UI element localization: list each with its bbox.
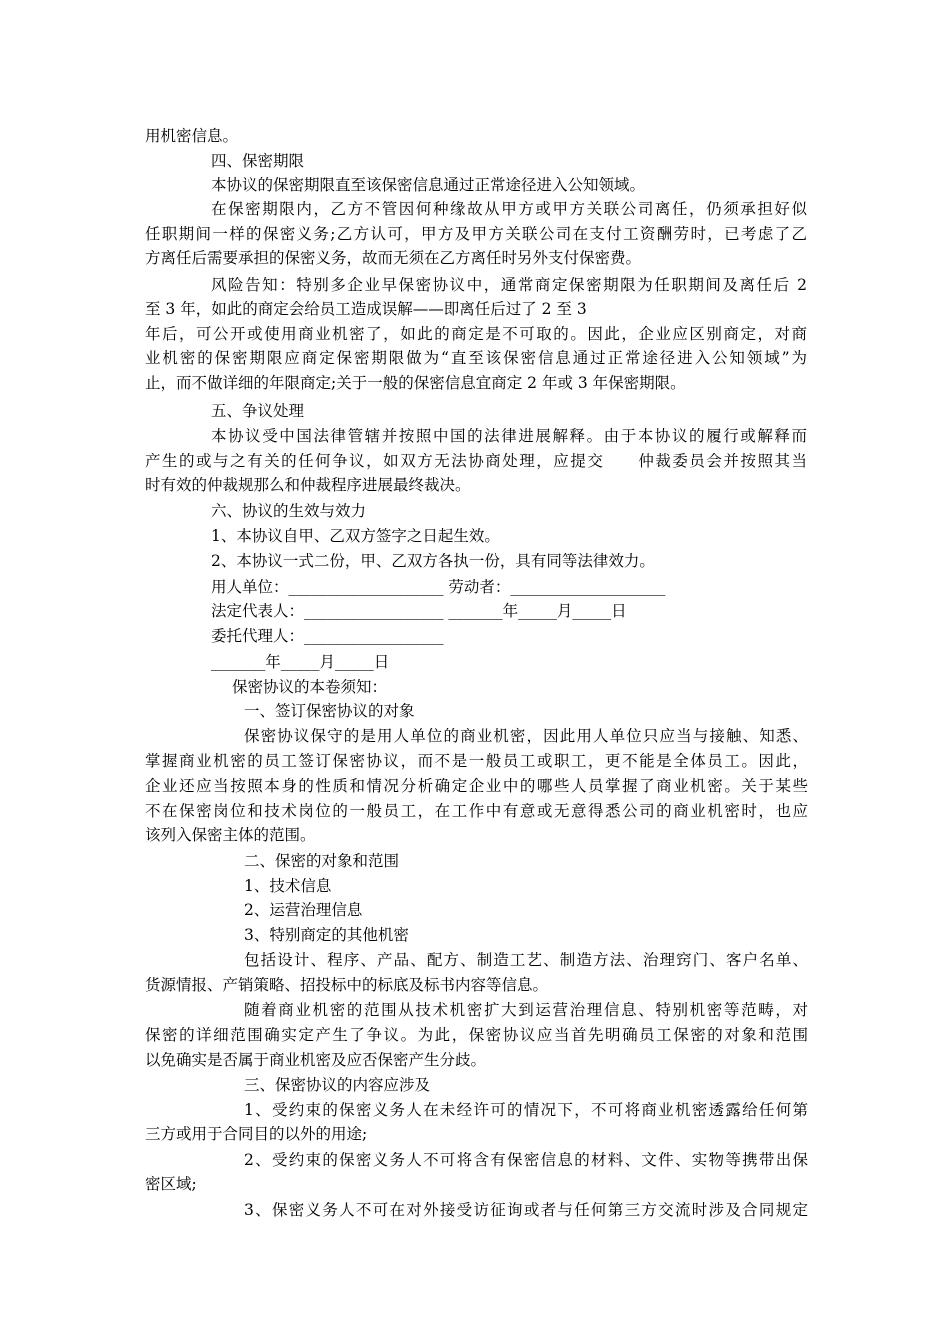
text-line: 三方或用于合同目的以外的用途;: [145, 1125, 368, 1143]
text-line: 该列入保密主体的范围。: [145, 826, 316, 844]
text-line: 在保密期限内，乙方不管因何种缘故从甲方或甲方关联公司离任，仍须承担好似: [211, 200, 807, 218]
section-heading: 一、签订保密协议的对象: [244, 702, 415, 720]
text-line: 任职期间一样的保密义务;乙方认可，甲方及甲方关联公司在支付工资酬劳时，已考虑了乙: [145, 225, 807, 243]
text-line: 2、受约束的保密义务人不可将含有保密信息的材料、文件、实物等携带出保: [244, 1151, 808, 1169]
text-line: 方离任后需要承担的保密义务，故而无须在乙方离任时另外支付保密费。: [145, 249, 642, 267]
notes-title: 保密协议的本卷须知：: [232, 678, 388, 696]
text-line: 企业还应当按照本身的性质和情况分析确定企业中的哪些人员掌握了商业机密。关于某些: [145, 777, 808, 795]
text-line: 本协议的保密期限直至该保密信息通过正常途径进入公知领域。: [211, 176, 646, 194]
signature-date: _______年_____月_____日: [211, 653, 390, 671]
section-heading: 四、保密期限: [211, 152, 305, 170]
list-item: 2、运营治理信息: [244, 901, 363, 919]
signature-line-employer: 用人单位：____________________ 劳动者：____________________: [211, 578, 666, 596]
text-line: 1、本协议自甲、乙双方签字之日起生效。: [211, 527, 500, 545]
text-line: 时有效的仲裁规那么和仲裁程序进展最终裁决。: [145, 476, 471, 494]
text-line: 产生的或与之有关的任何争议，如双方无法协商处理，应提交 仲裁委员会并按照其当: [145, 452, 807, 470]
text-line: 风险告知：特别多企业早保密协议中，通常商定保密期限为任职期间及离任后 2: [211, 276, 807, 294]
text-line: 3、保密义务人不可在对外接受访征询或者与任何第三方交流时涉及合同规定: [244, 1201, 808, 1219]
text-line: 掌握商业机密的员工签订保密协议，而不是一般员工或职工，更不能是全体员工。因此，: [145, 752, 808, 770]
signature-line-agent: 委托代理人：__________________: [211, 627, 444, 645]
text-line: 密区域;: [145, 1175, 197, 1193]
text-line: 2、本协议一式二份，甲、乙双方各执一份，具有同等法律效力。: [211, 552, 655, 570]
text-line: 用机密信息。: [145, 127, 239, 145]
text-line: 不在保密岗位和技术岗位的一般员工，在工作中有意或无意得悉公司的商业机密时，也应: [145, 802, 808, 820]
text-line: 保密协议保守的是用人单位的商业机密，因此用人单位只应当与接触、知悉、: [244, 727, 808, 745]
text-line: 止，而不做详细的年限商定;关于一般的保密信息宜商定 2 年或 3 年保密期限。: [145, 374, 686, 392]
text-line: 至 3 年，如此的商定会给员工造成误解——即离任后过了 2 至 3: [145, 300, 587, 318]
text-line: 货源情报、产销策略、招投标中的标底及标书内容等信息。: [145, 976, 549, 994]
text-line: 业机密的保密期限应商定保密期限做为“直至该保密信息通过正常途径进入公知领域”为: [145, 349, 807, 367]
text-line: 1、受约束的保密义务人在未经许可的情况下，不可将商业机密透露给任何第: [244, 1101, 808, 1119]
text-line: 包括设计、程序、产品、配方、制造工艺、制造方法、治理窍门、客户名单、: [244, 951, 808, 969]
text-line: 年后，可公开或使用商业机密了，如此的商定是不可取的。因此，企业应区别商定，对商: [145, 325, 807, 343]
section-heading: 二、保密的对象和范围: [244, 852, 400, 870]
section-heading: 五、争议处理: [211, 402, 305, 420]
section-heading: 三、保密协议的内容应涉及: [244, 1076, 431, 1094]
text-line: 本协议受中国法律管辖并按照中国的法律进展解释。由于本协议的履行或解释而: [211, 427, 807, 445]
list-item: 1、技术信息: [244, 877, 332, 895]
list-item: 3、特别商定的其他机密: [244, 926, 409, 944]
signature-line-representative: 法定代表人：__________________ _______年_____月_____日: [211, 602, 627, 620]
text-line: 以免确实是否属于商业机密及应否保密产生分歧。: [145, 1051, 487, 1069]
text-line: 保密的详细范围确实定产生了争议。为此，保密协议应当首先明确员工保密的对象和范围: [145, 1026, 808, 1044]
section-heading: 六、协议的生效与效力: [211, 502, 367, 520]
text-line: 随着商业机密的范围从技术机密扩大到运营治理信息、特别机密等范畴，对: [244, 1001, 808, 1019]
